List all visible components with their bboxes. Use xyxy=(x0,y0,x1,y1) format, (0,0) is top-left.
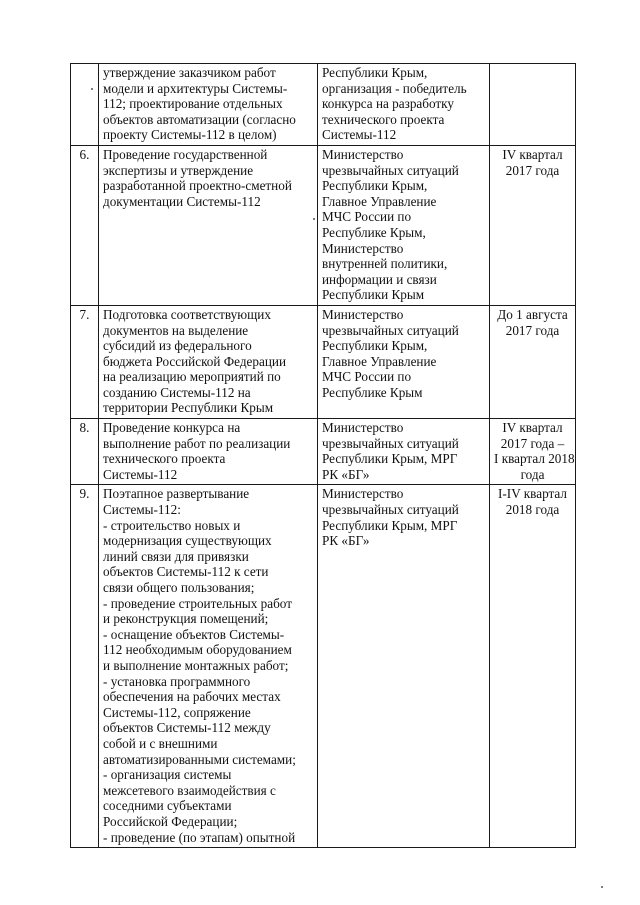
executor-text-line: информации и связи xyxy=(322,271,437,287)
executor-text-line: чрезвычайных ситуаций xyxy=(322,502,459,518)
activity-text-line: Системы-112 xyxy=(103,466,178,482)
executor-text-line: Министерство xyxy=(322,306,404,322)
activity-text-line: 112 необходимым оборудованием xyxy=(103,642,292,658)
executor-text-line: Республики Крым, xyxy=(322,338,428,354)
activity-text-line: объектов автоматизации (согласно xyxy=(103,111,296,127)
activity-text-line: модели и архитектуры Системы- xyxy=(103,80,288,96)
activity-text-line: - проведение (по этапам) опытной xyxy=(103,829,296,845)
activity-text-line: проекту Системы-112 в целом) xyxy=(103,127,277,143)
executor-cell xyxy=(318,485,490,848)
executor-text-line: Республики Крым, МРГ xyxy=(322,451,458,467)
activity-text-line: документов на выделение xyxy=(103,322,249,338)
executor-text-line: РК «БГ» xyxy=(322,533,370,549)
activity-text-line: разработанной проектно-сметной xyxy=(103,178,292,194)
schedule-table xyxy=(70,63,576,848)
activity-text-line: обеспечения на рабочих местах xyxy=(103,689,281,705)
row-number: 9. xyxy=(79,486,90,502)
executor-text-line: Министерство xyxy=(322,486,404,502)
schedule-table-body xyxy=(71,64,576,848)
activity-text-line: Проведение конкурса на xyxy=(103,420,241,436)
executor-text-line: МЧС России по xyxy=(322,369,412,385)
row-number-cell xyxy=(71,305,99,418)
activity-text-line: Системы-112, сопряжение xyxy=(103,704,251,720)
executor-text-line: Главное Управление xyxy=(322,353,437,369)
deadline-cell xyxy=(490,64,576,146)
executor-text-line: Республике Крым xyxy=(322,384,423,400)
activity-text-line: субсидий из федерального xyxy=(103,338,252,354)
activity-cell xyxy=(99,64,318,146)
activity-text-line: документации Системы-112 xyxy=(103,193,261,209)
row-number: 8. xyxy=(79,420,90,436)
executor-text-line: технического проекта xyxy=(322,111,445,127)
deadline-text-line: 2017 года xyxy=(505,162,560,178)
executor-text-line: Республики Крым, xyxy=(322,178,428,194)
activity-text-line: соседними субъектами xyxy=(103,798,232,814)
deadline-text-line: 2017 года – xyxy=(500,435,565,451)
activity-text-line: Системы-112: xyxy=(103,502,181,518)
activity-text-line: и выполнение монтажных работ; xyxy=(103,657,289,673)
activity-text-line: объектов Системы-112 к сети xyxy=(103,564,269,580)
row-number: 7. xyxy=(79,306,90,322)
executor-text-line: Министерство xyxy=(322,240,404,256)
row-number-cell xyxy=(71,145,99,305)
activity-text-line: территории Республики Крым xyxy=(103,400,274,416)
executor-text-line: Главное Управление xyxy=(322,193,437,209)
executor-text-line: конкурса на разработку xyxy=(322,96,454,112)
deadline-cell xyxy=(490,145,576,305)
table-row xyxy=(71,145,576,305)
executor-text-line: чрезвычайных ситуаций xyxy=(322,435,459,451)
executor-text-line: Системы-112 xyxy=(322,127,397,143)
executor-text-line: чрезвычайных ситуаций xyxy=(322,162,459,178)
deadline-text-line: I-IV квартал xyxy=(498,486,567,502)
scan-speck xyxy=(313,218,315,220)
executor-text-line: РК «БГ» xyxy=(322,466,370,482)
deadline-cell xyxy=(490,419,576,485)
executor-cell xyxy=(318,419,490,485)
deadline-text-line: 2018 года xyxy=(505,502,560,518)
executor-text-line: Министерство xyxy=(322,420,404,436)
row-number-cell xyxy=(71,485,99,848)
activity-cell xyxy=(99,419,318,485)
table-row xyxy=(71,485,576,848)
activity-text-line: выполнение работ по реализации xyxy=(103,435,291,451)
activity-text-line: межсетевого взаимодействия с xyxy=(103,782,276,798)
activity-text-line: связи общего пользования; xyxy=(103,580,255,595)
deadline-text-line: IV квартал xyxy=(502,420,563,436)
activity-text-line: созданию Системы-112 на xyxy=(103,384,251,400)
activity-text-line: автоматизированными системами; xyxy=(103,751,296,767)
activity-text-line: технического проекта xyxy=(103,451,226,467)
deadline-text-line: До 1 августа xyxy=(497,306,568,322)
row-number-cell xyxy=(71,64,99,146)
deadline-text-line: IV квартал xyxy=(502,146,563,162)
deadline-cell xyxy=(490,305,576,418)
deadline-text-line: I квартал 2018 xyxy=(494,451,575,467)
row-number: 6. xyxy=(79,146,90,162)
activity-text-line: - организация системы xyxy=(103,767,232,783)
activity-text-line: 112; проектирование отдельных xyxy=(103,96,283,112)
table-row xyxy=(71,419,576,485)
activity-text-line: - оснащение объектов Системы- xyxy=(103,626,285,642)
executor-text-line: организация - победитель xyxy=(322,80,467,96)
deadline-text-line: года xyxy=(520,466,545,482)
executor-cell xyxy=(318,305,490,418)
activity-cell xyxy=(99,485,318,848)
executor-text-line: МЧС России по xyxy=(322,209,412,225)
scan-speck xyxy=(91,88,93,90)
activity-text-line: линий связи для привязки xyxy=(103,548,249,564)
executor-text-line: Республике Крым, xyxy=(322,224,426,240)
table-row xyxy=(71,64,576,146)
activity-text-line: объектов Системы-112 между xyxy=(103,720,271,736)
executor-text-line: Министерство xyxy=(322,146,404,162)
deadline-cell xyxy=(490,485,576,848)
activity-cell xyxy=(99,145,318,305)
executor-text-line: Республики Крым, xyxy=(322,65,428,80)
activity-text-line: модернизация существующих xyxy=(103,533,272,549)
executor-cell xyxy=(318,145,490,305)
activity-text-line: экспертизы и утверждение xyxy=(103,162,254,178)
activity-text-line: Российской Федерации; xyxy=(103,813,238,829)
activity-cell xyxy=(99,305,318,418)
activity-text-line: Поэтапное развертывание xyxy=(103,486,250,502)
table-row xyxy=(71,305,576,418)
executor-cell xyxy=(318,64,490,146)
executor-text-line: Республики Крым xyxy=(322,287,425,303)
activity-text-line: и реконструкция помещений; xyxy=(103,611,269,627)
activity-text-line: Проведение государственной xyxy=(103,146,268,162)
activity-text-line: собой и с внешними xyxy=(103,735,218,751)
activity-text-line: - строительство новых и xyxy=(103,517,241,533)
deadline-text-line: 2017 года xyxy=(505,322,560,338)
activity-text-line: - установка программного xyxy=(103,673,251,689)
scan-speck xyxy=(601,886,603,888)
activity-text-line: утверждение заказчиком работ xyxy=(103,65,276,80)
executor-text-line: внутренней политики, xyxy=(322,256,448,272)
executor-text-line: Республики Крым, МРГ xyxy=(322,517,458,533)
activity-text-line: на реализацию мероприятий по xyxy=(103,369,281,385)
activity-text-line: - проведение строительных работ xyxy=(103,595,292,611)
executor-text-line: чрезвычайных ситуаций xyxy=(322,322,459,338)
activity-text-line: Подготовка соответствующих xyxy=(103,306,271,322)
row-number-cell xyxy=(71,419,99,485)
activity-text-line: бюджета Российской Федерации xyxy=(103,353,287,369)
